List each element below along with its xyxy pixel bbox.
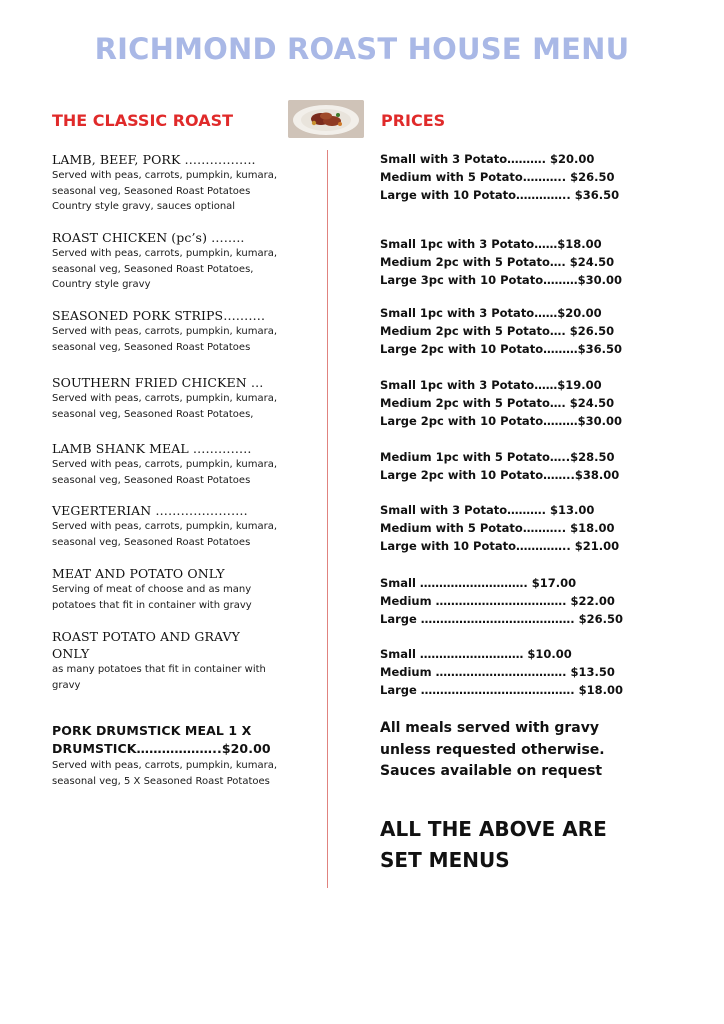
item-desc-line: seasonal veg, Seasoned Roast Potatoes, — [52, 408, 254, 420]
menu-item — [52, 565, 302, 613]
item-desc-line: Served with peas, carrots, pumpkin, kumara, — [52, 521, 278, 532]
price-line: Large …………………………………. $26.50 — [380, 612, 624, 626]
item-desc-line: seasonal veg, Seasoned Roast Potatoes, — [52, 263, 254, 275]
item-desc-line: Served with peas, carrots, pumpkin, kumara, — [52, 326, 278, 337]
prices-heading: PRICES — [381, 111, 446, 130]
item-desc-line: Served with peas, carrots, pumpkin, kumara, — [52, 760, 278, 771]
gravy-note: All meals served with gravy unless requested otherwise. Sauces available on request — [380, 720, 605, 779]
classic-roast-heading: THE CLASSIC ROAST — [52, 111, 234, 130]
price-line: Small 1pc with 3 Potato……$19.00 — [380, 378, 602, 392]
column-divider — [327, 150, 328, 888]
price-group — [380, 150, 620, 204]
item-desc-line: Served with peas, carrots, pumpkin, kumara, — [52, 459, 278, 470]
menu-item — [52, 307, 302, 355]
price-line: Small 1pc with 3 Potato……$18.00 — [380, 237, 602, 251]
item-name: VEGERTERIAN …………………. — [52, 503, 248, 518]
roast-meal-photo — [288, 100, 364, 138]
price-line: Medium ……………………………. $13.50 — [380, 665, 615, 679]
item-desc-line: potatoes that fit in container with gravy — [52, 599, 252, 611]
item-desc-line: as many potatoes that fit in container with — [52, 664, 266, 675]
item-name: SEASONED PORK STRIPS………. — [52, 308, 266, 323]
item-name: ROAST CHICKEN (pc’s) …….. — [52, 230, 245, 245]
price-group — [380, 501, 620, 555]
price-line: Large …………………………………. $18.00 — [380, 683, 624, 697]
price-line: Large with 10 Potato………….. $36.50 — [380, 188, 620, 202]
item-desc-line: seasonal veg, 5 X Seasoned Roast Potatoes — [52, 775, 270, 787]
item-desc-line: seasonal veg, Seasoned Roast Potatoes — [52, 474, 251, 486]
item-name: LAMB SHANK MEAL ………….. — [52, 441, 252, 456]
price-group — [380, 235, 620, 289]
roast-meal-photo-icon — [288, 100, 364, 138]
item-desc-line: seasonal veg, Seasoned Roast Potatoes — [52, 536, 251, 548]
menu-item — [52, 374, 302, 422]
item-desc-line: Country style gravy, sauces optional — [52, 201, 236, 212]
price-line: Medium 2pc with 5 Potato…. $26.50 — [380, 324, 615, 338]
page-title: RICHMOND ROAST HOUSE MENU — [94, 32, 630, 66]
item-desc-line: Country style gravy — [52, 279, 151, 290]
item-name: LAMB, BEEF, PORK …………….. — [52, 152, 256, 167]
item-desc-line: gravy — [52, 679, 81, 691]
price-group — [380, 448, 620, 484]
menu-item — [52, 502, 302, 550]
price-group — [380, 574, 624, 628]
menu-item — [52, 151, 302, 215]
item-desc-line: seasonal veg, Seasoned Roast Potatoes — [52, 341, 251, 353]
item-desc-line: Served with peas, carrots, pumpkin, kumara, — [52, 393, 278, 404]
set-menus-note: ALL THE ABOVE ARE SET MENUS — [380, 817, 607, 872]
price-line: Medium 2pc with 5 Potato…. $24.50 — [380, 255, 615, 269]
price-line: Large 3pc with 10 Potato………$30.00 — [380, 273, 622, 287]
price-line: Large with 10 Potato………….. $21.00 — [380, 539, 620, 553]
price-group — [380, 376, 620, 430]
item-name: ROAST POTATO AND GRAVY ONLY — [52, 629, 241, 661]
item-desc-line: Served with peas, carrots, pumpkin, kumara, — [52, 170, 278, 181]
item-name: PORK DRUMSTICK MEAL 1 X DRUMSTICK………………..$20.00 — [52, 723, 271, 756]
item-name: SOUTHERN FRIED CHICKEN … — [52, 375, 264, 390]
item-desc-line: Served with peas, carrots, pumpkin, kumara, — [52, 248, 278, 259]
price-line: Small ………………………. $17.00 — [380, 576, 577, 590]
price-line: Medium 1pc with 5 Potato…..$28.50 — [380, 450, 615, 464]
price-line: Medium ……………………………. $22.00 — [380, 594, 615, 608]
menu-item — [52, 628, 272, 693]
price-line: Large 2pc with 10 Potato……..$38.00 — [380, 468, 620, 482]
price-line: Medium with 5 Potato……….. $26.50 — [380, 170, 615, 184]
item-desc-line: seasonal veg, Seasoned Roast Potatoes — [52, 185, 251, 197]
price-line: Small 1pc with 3 Potato……$20.00 — [380, 306, 602, 320]
price-line: Small ……………………… $10.00 — [380, 647, 572, 661]
price-line: Small with 3 Potato………. $20.00 — [380, 152, 595, 166]
price-line: Medium 2pc with 5 Potato…. $24.50 — [380, 396, 615, 410]
item-name: MEAT AND POTATO ONLY — [52, 566, 225, 581]
menu-item — [52, 440, 302, 488]
menu-item — [52, 229, 302, 293]
price-line: Medium with 5 Potato……….. $18.00 — [380, 521, 615, 535]
price-line: Small with 3 Potato………. $13.00 — [380, 503, 595, 517]
price-line: Large 2pc with 10 Potato………$36.50 — [380, 342, 622, 356]
item-desc-line: Serving of meat of choose and as many — [52, 584, 252, 595]
price-group — [380, 645, 624, 699]
price-line: Large 2pc with 10 Potato………$30.00 — [380, 414, 622, 428]
menu-item — [52, 722, 277, 789]
price-group — [380, 304, 620, 358]
